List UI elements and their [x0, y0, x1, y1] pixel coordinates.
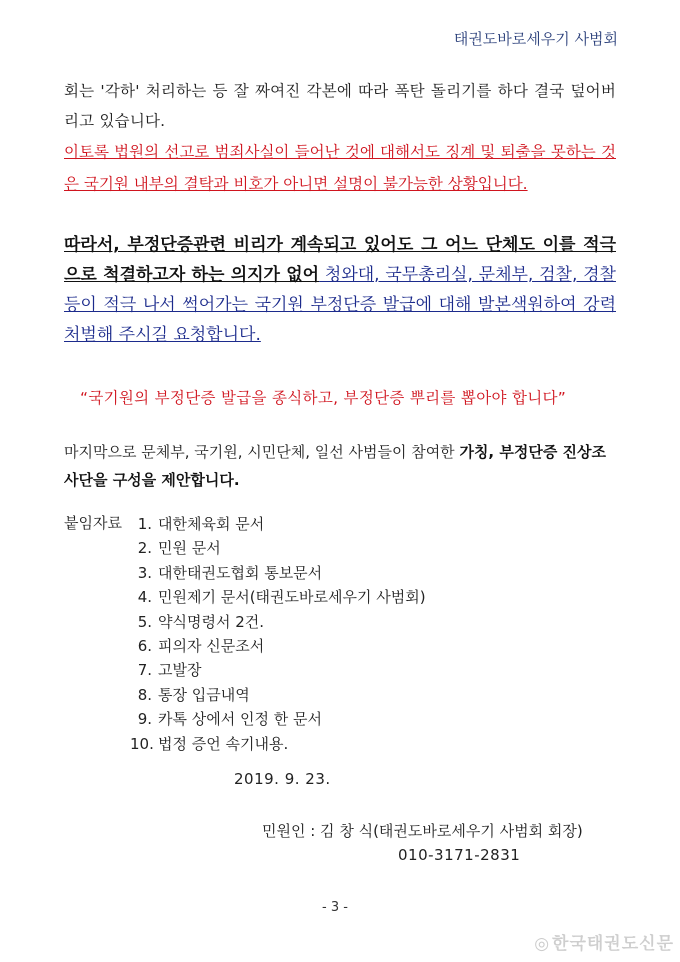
document-header: 태권도바로세우기 사범회 — [453, 30, 618, 48]
attachment-item: 4. 민원제기 문서(태권도바로세우기 사범회) — [137, 588, 426, 607]
watermark-logo-icon: ◎ — [534, 934, 551, 954]
attachment-item: 7. 고발장 — [137, 661, 202, 680]
attachments-label: 붙임자료 — [64, 514, 122, 532]
signature-date: 2019. 9. 23. — [234, 770, 331, 788]
paragraph-court-ruling: 이토록 법원의 선고로 범죄사실이 들어난 것에 대해서도 징계 및 퇴출을 못하는 것은 국기원 내부의 결탁과 비호가 아니면 설명이 불가능한 상황입니다. — [64, 143, 616, 193]
paragraph-request — [64, 230, 616, 350]
quote-slogan: “국기원의 부정단증 발급을 종식하고, 부정단증 뿌리를 뽑아야 합니다” — [80, 389, 567, 407]
attachment-item: 8. 통장 입금내역 — [137, 685, 250, 704]
request-lead-text: 따라서, 부정단증관련 비리가 계속되고 있어도 그 어느 단체도 이를 적극으로 척결하고자 하는 의지가 없어 — [64, 235, 616, 285]
paragraph-proposal — [64, 438, 616, 494]
attachment-item: 3. 대한태권도협회 통보문서 — [137, 563, 323, 582]
proposal-bold-text: 가칭, 부정단증 진상조사단을 구성을 제안합니다. — [64, 443, 607, 489]
attachments-list — [130, 512, 426, 756]
attachment-item: 10. 법정 증언 속기내용. — [130, 734, 289, 753]
attachment-item: 1. 대한체육회 문서 — [137, 515, 265, 533]
signature-petitioner: 민원인 : 김 창 식(태권도바로세우기 사범회 회장) — [262, 822, 583, 840]
request-agencies-text: 청와대, 국무총리실, 문체부, 검찰, 경찰 등이 적극 나서 썩어가는 국기원 부정단증 발급에 대해 발본색원하여 강력 처벌해 주시길 요청합니다. — [64, 265, 616, 345]
attachment-item: 2. 민원 문서 — [137, 539, 221, 558]
page-number: - 3 - — [322, 900, 348, 915]
proposal-text: 마지막으로 문체부, 국기원, 시민단체, 일선 사범들이 참여한 — [64, 443, 460, 461]
attachment-item: 5. 약식명령서 2건. — [137, 612, 265, 631]
newspaper-watermark: ◎ 한국태권도신문 — [534, 934, 674, 954]
attachment-item: 6. 피의자 신문조서 — [137, 636, 265, 655]
attachment-item: 9. 카톡 상에서 인정 한 문서 — [137, 710, 322, 729]
paragraph-committee-dismissal: 회는 '각하' 처리하는 등 잘 짜여진 각본에 따라 폭탄 돌리기를 하다 결국 덮어버리고 있습니다. — [64, 82, 616, 130]
signature-phone: 010-3171-2831 — [398, 846, 521, 864]
